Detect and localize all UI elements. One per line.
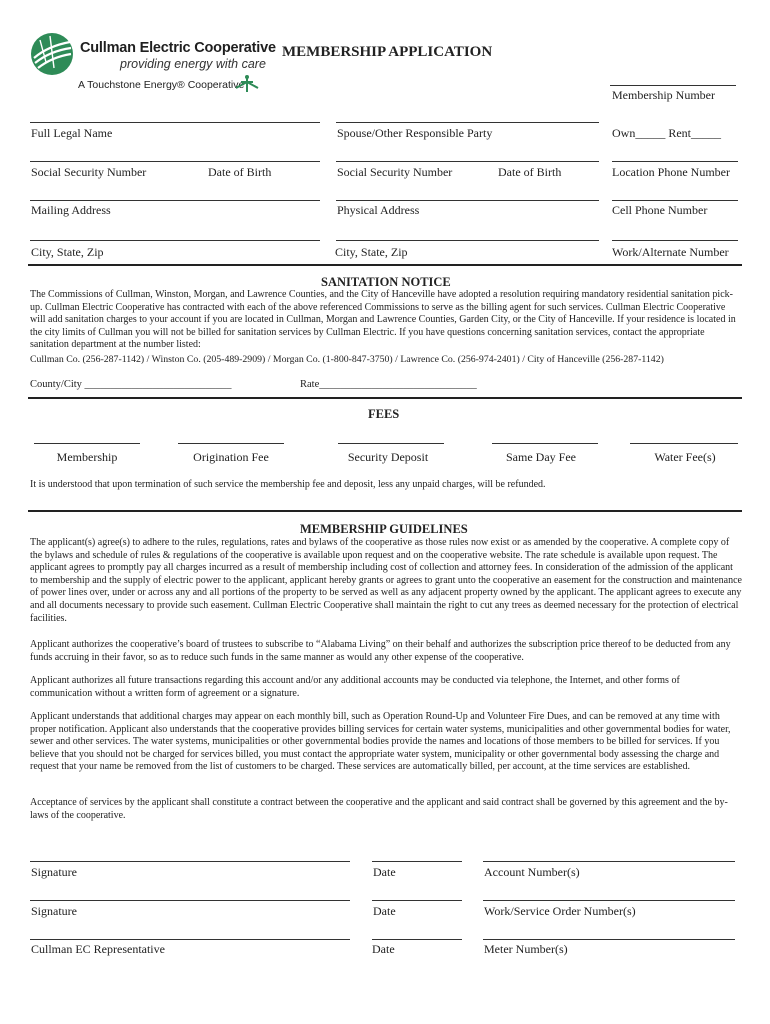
- mailing-address-label: Mailing Address: [31, 203, 111, 217]
- fee-line-membership[interactable]: [34, 443, 140, 444]
- city2-line[interactable]: [336, 240, 599, 241]
- date1-label: Date: [373, 865, 396, 879]
- representative-label: Cullman EC Representative: [31, 942, 165, 956]
- signature2-line[interactable]: [30, 900, 350, 901]
- meter-number-line[interactable]: [483, 939, 735, 940]
- section-divider: [28, 397, 742, 399]
- full-legal-name-line[interactable]: [30, 122, 320, 123]
- touchstone-icon: [232, 74, 262, 94]
- spouse-label: Spouse/Other Responsible Party: [337, 126, 493, 140]
- fee-line-origination[interactable]: [178, 443, 284, 444]
- ssn2-line[interactable]: [336, 161, 599, 162]
- company-logo: [30, 32, 74, 76]
- guidelines-p3: Applicant authorizes all future transactions regarding this account and/or any additional accounts may be conducted via telephone, the Internet, and other forms of communication without a written form of agreement or a signature.: [30, 675, 680, 699]
- date2-line[interactable]: [372, 900, 462, 901]
- signature1-line[interactable]: [30, 861, 350, 862]
- fee-label-security-deposit: Security Deposit: [347, 450, 429, 464]
- account-number-label: Account Number(s): [484, 865, 580, 879]
- date1-line[interactable]: [372, 861, 462, 862]
- city1-label: City, State, Zip: [31, 245, 104, 259]
- representative-line[interactable]: [30, 939, 350, 940]
- fee-label-same-day: Same Day Fee: [506, 450, 576, 464]
- signature1-label: Signature: [31, 865, 77, 879]
- account-number-line[interactable]: [483, 861, 735, 862]
- location-phone-line[interactable]: [612, 161, 738, 162]
- sanitation-heading: SANITATION NOTICE: [321, 275, 451, 289]
- membership-number-line[interactable]: [610, 85, 736, 86]
- date2-label: Date: [373, 904, 396, 918]
- guidelines-p2: Applicant authorizes the cooperative’s board of trustees to subscribe to “Alabama Living” on their behalf and authorizes the subscription price thereof to be deducted from any funds accruing in their favor, so as to reduce such funds in the same manner as would any other expense of the cooperative.: [30, 639, 731, 663]
- fee-line-same-day[interactable]: [492, 443, 598, 444]
- spouse-line[interactable]: [336, 122, 599, 123]
- date3-line[interactable]: [372, 939, 462, 940]
- fee-label-membership: Membership: [56, 450, 118, 464]
- fee-label-origination: Origination Fee: [193, 450, 269, 464]
- fees-heading: FEES: [368, 407, 400, 421]
- county-city-field[interactable]: County/City ____________________________: [30, 379, 232, 390]
- fee-line-water[interactable]: [630, 443, 738, 444]
- work-phone-line[interactable]: [612, 240, 738, 241]
- fees-refund-note: It is understood that upon termination of such service the membership fee and deposit, less any unpaid charges, will be refunded.: [30, 479, 546, 490]
- physical-address-line[interactable]: [336, 200, 599, 201]
- logo-globe-icon: [30, 32, 74, 76]
- rate-field[interactable]: Rate______________________________: [300, 379, 477, 390]
- cell-phone-line[interactable]: [612, 200, 738, 201]
- section-divider: [28, 510, 742, 512]
- work-phone-label: Work/Alternate Number: [612, 245, 729, 259]
- sanitation-contacts: Cullman Co. (256-287-1142) / Winston Co. (205-489-2909) / Morgan Co. (1-800-847-3750) / Lawrence Co. (256-974-2401) / City of Hanceville (256-287-1142): [30, 354, 664, 365]
- cell-phone-label: Cell Phone Number: [612, 203, 708, 217]
- meter-number-label: Meter Number(s): [484, 942, 568, 956]
- work-order-line[interactable]: [483, 900, 735, 901]
- location-phone-label: Location Phone Number: [612, 165, 730, 179]
- org-tagline: providing energy with care: [120, 57, 266, 71]
- ssn2-label: Social Security Number: [337, 165, 453, 179]
- guidelines-heading: MEMBERSHIP GUIDELINES: [300, 522, 468, 536]
- section-divider: [28, 264, 742, 266]
- guidelines-p4: Applicant understands that additional charges may appear on each monthly bill, such as Operation Round-Up and Volunteer Fire Dues, and can be removed at any time with proper notification. Applicant also understands that the cooperative provides billing services for certain water systems, municipalities and other governmental bodies for water, sewer and other services. The water systems, municipalities or other governmental bodies provide the names and locations of those members to be billed for services. If you believe that you should not be charged for services billed, you must contact the appropriate water system, municipality or other governmental body assessing the charge and request that your name be removed from the list of customers to be charged. These services are automatically billed, per account, at the time services are established.: [30, 711, 731, 773]
- own-rent-field[interactable]: Own_____ Rent_____: [612, 126, 721, 140]
- physical-address-label: Physical Address: [337, 203, 420, 217]
- ssn1-line[interactable]: [30, 161, 320, 162]
- dob2-label: Date of Birth: [498, 165, 562, 179]
- guidelines-p5: Acceptance of services by the applicant shall constitute a contract between the cooperative and the applicant and said contract shall be governed by this agreement and the by-laws of the cooperative.: [30, 797, 728, 821]
- guidelines-p1: The applicant(s) agree(s) to adhere to the rules, regulations, rates and bylaws of the cooperative as those rules now exist or as amended by the cooperative. A complete copy of the bylaws and schedule of rules & regulations of the cooperative is available upon request and on the cooperative website. The rate schedule is available upon request. The applicant agrees to promptly pay all charges incurred as a result of membership including cost of collection and attorney fees. In consideration of the admission of the applicant to membership and the supply of electric power to the applicant, applicant hereby grants or agrees to grant unto the cooperative an easement for the construction and maintenance of power lines over, under or across any and all portions of the property to be served as well as any adjacent property owned by the applicant. The applicant agrees to execute any and all documents necessary to provide such easement. Cullman Electric Cooperative shall maintain the right to cut any trees as deemed necessary for the protection of electrical facilities.: [30, 537, 742, 624]
- dob1-label: Date of Birth: [208, 165, 272, 179]
- form-title: MEMBERSHIP APPLICATION: [282, 44, 493, 60]
- fee-line-security-deposit[interactable]: [338, 443, 444, 444]
- org-name: Cullman Electric Cooperative: [80, 40, 276, 56]
- work-order-label: Work/Service Order Number(s): [484, 904, 636, 918]
- fee-label-water: Water Fee(s): [654, 450, 716, 464]
- ssn1-label: Social Security Number: [31, 165, 147, 179]
- sanitation-body: The Commissions of Cullman, Winston, Morgan, and Lawrence Counties, and the City of Hanceville have adopted a resolution requiring mandatory residential sanitation pick-up. Cullman Electric Cooperative has contracted with each of the above referenced Commissions to serve as the billing agent for such services. Cullman Electric Cooperative will add sanitation charges to your account if you are located in Cullman, Morgan and Lawrence Counties, Garden City, or the City of Hanceville. If your residence is located in the city limits of Cullman you will not be billed for sanitation services by Cullman Electric. If you have questions concerning sanitation services, contact the appropriate sanitation department at the number listed:: [30, 289, 736, 351]
- date3-label: Date: [372, 942, 395, 956]
- affiliation-text: A Touchstone Energy® Cooperative: [78, 79, 245, 91]
- mailing-address-line[interactable]: [30, 200, 320, 201]
- signature2-label: Signature: [31, 904, 77, 918]
- full-legal-name-label: Full Legal Name: [31, 126, 113, 140]
- city2-label: City, State, Zip: [335, 245, 408, 259]
- city1-line[interactable]: [30, 240, 320, 241]
- membership-number-label: Membership Number: [612, 88, 715, 102]
